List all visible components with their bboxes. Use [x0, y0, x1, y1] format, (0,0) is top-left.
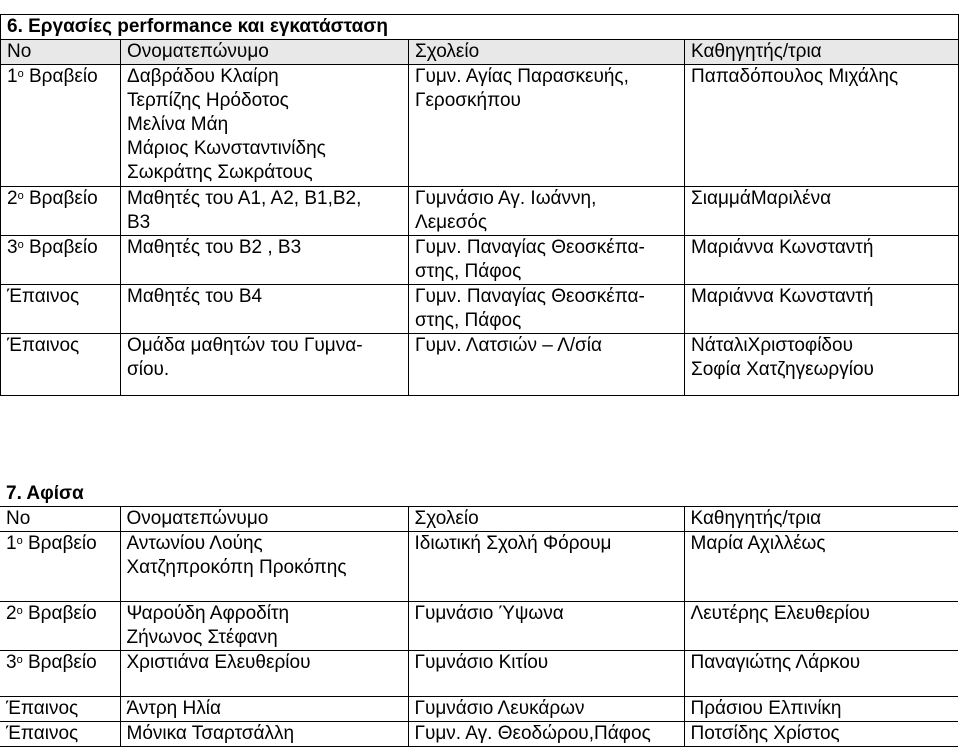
table-row — [1, 285, 959, 334]
teacher-line: Πράσιου Ελπινίκη — [690, 698, 842, 719]
place-cell — [0, 602, 120, 651]
names-cell — [120, 697, 408, 722]
header-name: Ονοματεπώνυμο — [120, 507, 408, 532]
performance-table — [0, 14, 959, 396]
name-line: Μαθητές του Β4 — [127, 286, 263, 307]
teacher-line: Παπαδόπουλος Μιχάλης — [691, 66, 899, 87]
school-line: Γυμν. Αγ. Θεοδώρου,Πάφος — [414, 723, 651, 744]
place-label: Βραβείο — [27, 603, 97, 624]
header-teacher: Καθηγητής/τρια — [684, 507, 958, 532]
teacher-cell — [685, 285, 959, 334]
place-number: 1 — [7, 66, 18, 87]
school-line: Γυμνάσιο Αγ. Ιωάννη, — [415, 188, 597, 209]
table-row — [0, 532, 958, 602]
teacher-line: Λευτέρης Ελευθερίου — [690, 603, 870, 624]
names-cell — [120, 722, 408, 747]
teacher-line: Παναγιώτης Λάρκου — [690, 652, 861, 673]
table-row — [0, 697, 958, 722]
names-cell — [121, 285, 409, 334]
place-cell — [0, 651, 120, 697]
poster-table — [0, 482, 958, 747]
place-cell — [1, 187, 121, 236]
teacher-cell — [685, 236, 959, 285]
names-cell — [120, 651, 408, 697]
teacher-line: Μαριάννα Κωνσταντή — [691, 237, 874, 258]
header-school: Σχολείο — [409, 40, 685, 65]
table-row — [0, 722, 958, 747]
place-cell — [1, 334, 121, 396]
header-teacher: Καθηγητής/τρια — [685, 40, 959, 65]
place-number: 2 — [6, 603, 17, 624]
name-line: Ψαρούδη Αφροδίτη — [126, 603, 290, 624]
school-line: Γεροσκήπου — [415, 90, 521, 111]
place-suffix: ο — [16, 654, 23, 666]
teacher-line: Μαρία Αχιλλέως — [690, 533, 826, 554]
name-line: Β3 — [127, 212, 151, 233]
school-line: Γυμνάσιο Λευκάρων — [414, 698, 585, 719]
header-no: No — [1, 40, 121, 65]
name-line: Ζήνωνος Στέφανη — [126, 627, 278, 648]
school-cell — [409, 187, 685, 236]
school-cell — [408, 532, 684, 602]
name-line: Τερπίζης Ηρόδοτος — [127, 90, 289, 111]
header-school: Σχολείο — [408, 507, 684, 532]
place-label: Έπαινος — [6, 698, 79, 719]
school-line: στης, Πάφος — [415, 261, 522, 282]
name-line: Μελίνα Μάη — [127, 114, 229, 135]
school-line: Ιδιωτική Σχολή Φόρουμ — [414, 533, 612, 554]
school-line: στης, Πάφος — [415, 310, 522, 331]
teacher-line: Σοφία Χατζηγεωργίου — [691, 359, 874, 380]
section-title: 7. Αφίσα — [6, 483, 84, 504]
teacher-line: ΣιαμμάΜαριλένα — [691, 188, 832, 209]
name-line: Αντωνίου Λούης — [126, 533, 263, 554]
school-cell — [409, 285, 685, 334]
place-suffix: ο — [17, 239, 24, 251]
teacher-cell — [684, 722, 958, 747]
place-label: Βραβείο — [27, 533, 97, 554]
school-cell — [409, 334, 685, 396]
school-line: Γυμνάσιο Κιτίου — [414, 652, 549, 673]
place-label: Βραβείο — [27, 652, 97, 673]
name-line: σίου. — [127, 359, 170, 380]
name-line: Σωκράτης Σωκράτους — [127, 162, 313, 183]
names-cell — [121, 187, 409, 236]
place-cell — [1, 285, 121, 334]
names-cell — [120, 532, 408, 602]
teacher-cell — [684, 532, 958, 602]
school-cell — [409, 65, 685, 187]
place-cell — [1, 65, 121, 187]
teacher-cell — [685, 65, 959, 187]
school-line: Γυμν. Παναγίας Θεοσκέπα- — [415, 286, 645, 307]
school-line: Γυμν. Παναγίας Θεοσκέπα- — [415, 237, 645, 258]
place-label: Έπαινος — [6, 723, 79, 744]
place-label: Βραβείο — [28, 66, 98, 87]
place-number: 3 — [6, 652, 17, 673]
names-cell — [121, 236, 409, 285]
names-cell — [121, 334, 409, 396]
place-suffix: ο — [16, 535, 23, 547]
teacher-line: Μαριάννα Κωνσταντή — [691, 286, 874, 307]
place-suffix: ο — [17, 190, 24, 202]
place-number: 3 — [7, 237, 18, 258]
name-line: Μαθητές του Α1, Α2, Β1,Β2, — [127, 188, 362, 209]
name-line: Μαθητές του Β2 , Β3 — [127, 237, 302, 258]
teacher-line: Ποτσίδης Χρίστος — [690, 723, 840, 744]
name-line: Δαβράδου Κλαίρη — [127, 66, 279, 87]
school-cell — [408, 651, 684, 697]
school-cell — [408, 602, 684, 651]
teacher-cell — [684, 697, 958, 722]
names-cell — [120, 602, 408, 651]
name-line: Χατζηπροκόπη Προκόπης — [126, 557, 347, 578]
name-line: Χριστιάνα Ελευθερίου — [126, 652, 311, 673]
name-line: Μάριος Κωνσταντινίδης — [127, 138, 326, 159]
place-cell — [0, 532, 120, 602]
school-line: Γυμν. Λατσιών – Λ/σία — [415, 335, 602, 356]
place-cell — [1, 236, 121, 285]
table-row — [0, 602, 958, 651]
table-row — [0, 651, 958, 697]
school-cell — [408, 722, 684, 747]
place-cell — [0, 722, 120, 747]
table-row — [1, 65, 959, 187]
table-row — [1, 334, 959, 396]
teacher-cell — [684, 602, 958, 651]
teacher-cell — [685, 334, 959, 396]
table-row — [1, 236, 959, 285]
teacher-line: ΝάταλιΧριστοφίδου — [691, 335, 853, 356]
place-label: Βραβείο — [28, 188, 98, 209]
school-cell — [409, 236, 685, 285]
place-number: 1 — [6, 533, 17, 554]
teacher-cell — [684, 651, 958, 697]
place-label: Έπαινος — [7, 335, 80, 356]
place-number: 2 — [7, 188, 18, 209]
school-line: Γυμνάσιο Ύψωνα — [414, 603, 564, 624]
section-title: 6. Εργασίες performance και εγκατάσταση — [7, 16, 388, 37]
names-cell — [121, 65, 409, 187]
teacher-cell — [685, 187, 959, 236]
header-name: Ονοματεπώνυμο — [121, 40, 409, 65]
place-label: Έπαινος — [7, 286, 80, 307]
school-line: Λεμεσός — [415, 212, 488, 233]
table-row — [1, 187, 959, 236]
place-suffix: ο — [17, 68, 24, 80]
school-cell — [408, 697, 684, 722]
name-line: Άντρη Ηλία — [126, 698, 221, 719]
name-line: Ομάδα μαθητών του Γυμνα- — [127, 335, 363, 356]
header-no: No — [6, 508, 31, 529]
place-suffix: ο — [16, 605, 23, 617]
place-cell — [0, 697, 120, 722]
school-line: Γυμν. Αγίας Παρασκευής, — [415, 66, 629, 87]
place-label: Βραβείο — [28, 237, 98, 258]
name-line: Μόνικα Τσαρτσάλλη — [126, 723, 295, 744]
